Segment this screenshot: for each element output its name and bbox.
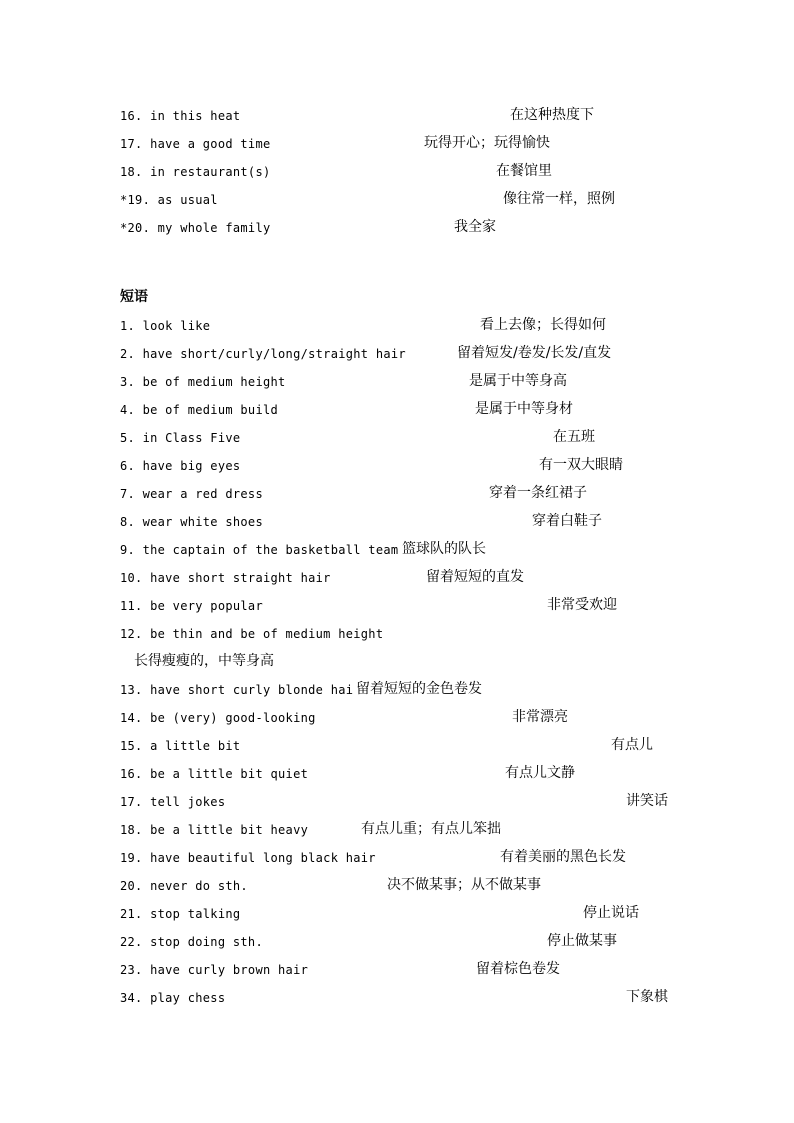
phrase-zh: 有点儿重；有点儿笨拙 bbox=[361, 821, 501, 837]
phrase-en: 17. tell jokes bbox=[120, 795, 226, 809]
top-item-en: *20. my whole family bbox=[120, 221, 271, 235]
phrase-zh: 讲笑话 bbox=[626, 793, 668, 809]
phrase-en: 7. wear a red dress bbox=[120, 487, 263, 501]
top-item-en: 17. have a good time bbox=[120, 137, 271, 151]
phrase-en: 2. have short/curly/long/straight hair bbox=[120, 347, 406, 361]
top-item-zh: 我全家 bbox=[454, 219, 496, 235]
phrase-zh: 穿着一条红裙子 bbox=[489, 485, 587, 501]
phrase-en: 10. have short straight hair bbox=[120, 571, 331, 585]
phrase-en: 15. a little bit bbox=[120, 739, 241, 753]
section-title: 短语 bbox=[120, 289, 148, 305]
phrase-en: 13. have short curly blonde hai bbox=[120, 683, 354, 697]
top-item-en: 16. in this heat bbox=[120, 109, 241, 123]
phrase-zh: 有点儿 bbox=[611, 737, 653, 753]
phrase-en: 14. be (very) good-looking bbox=[120, 711, 316, 725]
phrase-en: 18. be a little bit heavy bbox=[120, 823, 309, 837]
phrase-zh: 下象棋 bbox=[626, 989, 668, 1005]
phrase-en: 22. stop doing sth. bbox=[120, 935, 263, 949]
phrase-en: 1. look like bbox=[120, 319, 211, 333]
phrase-en: 34. play chess bbox=[120, 991, 226, 1005]
phrase-en: 16. be a little bit quiet bbox=[120, 767, 309, 781]
phrase-zh: 留着短短的金色卷发 bbox=[356, 681, 482, 697]
top-item-en: *19. as usual bbox=[120, 193, 218, 207]
phrase-zh: 决不做某事；从不做某事 bbox=[387, 877, 541, 893]
top-item-zh: 玩得开心；玩得愉快 bbox=[424, 135, 550, 151]
top-item-zh: 在餐馆里 bbox=[496, 163, 552, 179]
phrase-zh: 有点儿文静 bbox=[505, 765, 575, 781]
phrase-zh: 留着短短的直发 bbox=[426, 569, 524, 585]
phrase-en: 11. be very popular bbox=[120, 599, 263, 613]
phrase-en: 6. have big eyes bbox=[120, 459, 241, 473]
phrase-zh: 停止做某事 bbox=[547, 933, 617, 949]
phrase-en: 20. never do sth. bbox=[120, 879, 248, 893]
phrase-zh: 非常受欢迎 bbox=[547, 597, 617, 613]
top-item-zh: 像往常一样，照例 bbox=[503, 191, 615, 207]
phrase-zh: 在五班 bbox=[553, 429, 595, 445]
phrase-zh: 非常漂亮 bbox=[512, 709, 568, 725]
phrase-zh: 有着美丽的黑色长发 bbox=[500, 849, 626, 865]
phrase-zh: 留着棕色卷发 bbox=[476, 961, 560, 977]
phrase-zh: 长得瘦瘦的，中等身高 bbox=[134, 653, 274, 669]
phrase-zh: 穿着白鞋子 bbox=[532, 513, 602, 529]
phrase-zh: 是属于中等身材 bbox=[475, 401, 573, 417]
phrase-en: 12. be thin and be of medium height bbox=[120, 627, 384, 641]
phrase-en: 5. in Class Five bbox=[120, 431, 241, 445]
phrase-en: 21. stop talking bbox=[120, 907, 241, 921]
phrase-en: 3. be of medium height bbox=[120, 375, 286, 389]
phrase-zh: 停止说话 bbox=[583, 905, 639, 921]
phrase-en: 19. have beautiful long black hair bbox=[120, 851, 376, 865]
phrase-en: 23. have curly brown hair bbox=[120, 963, 309, 977]
phrase-zh: 看上去像；长得如何 bbox=[480, 317, 606, 333]
phrase-zh: 是属于中等身高 bbox=[469, 373, 567, 389]
top-item-en: 18. in restaurant(s) bbox=[120, 165, 271, 179]
phrase-en: 9. the captain of the basketball team bbox=[120, 543, 399, 557]
phrase-zh: 有一双大眼睛 bbox=[539, 457, 623, 473]
phrase-en: 4. be of medium build bbox=[120, 403, 279, 417]
phrase-zh: 篮球队的队长 bbox=[402, 541, 486, 557]
phrase-zh: 留着短发/卷发/长发/直发 bbox=[457, 345, 612, 361]
phrase-en: 8. wear white shoes bbox=[120, 515, 263, 529]
top-item-zh: 在这种热度下 bbox=[510, 107, 594, 123]
